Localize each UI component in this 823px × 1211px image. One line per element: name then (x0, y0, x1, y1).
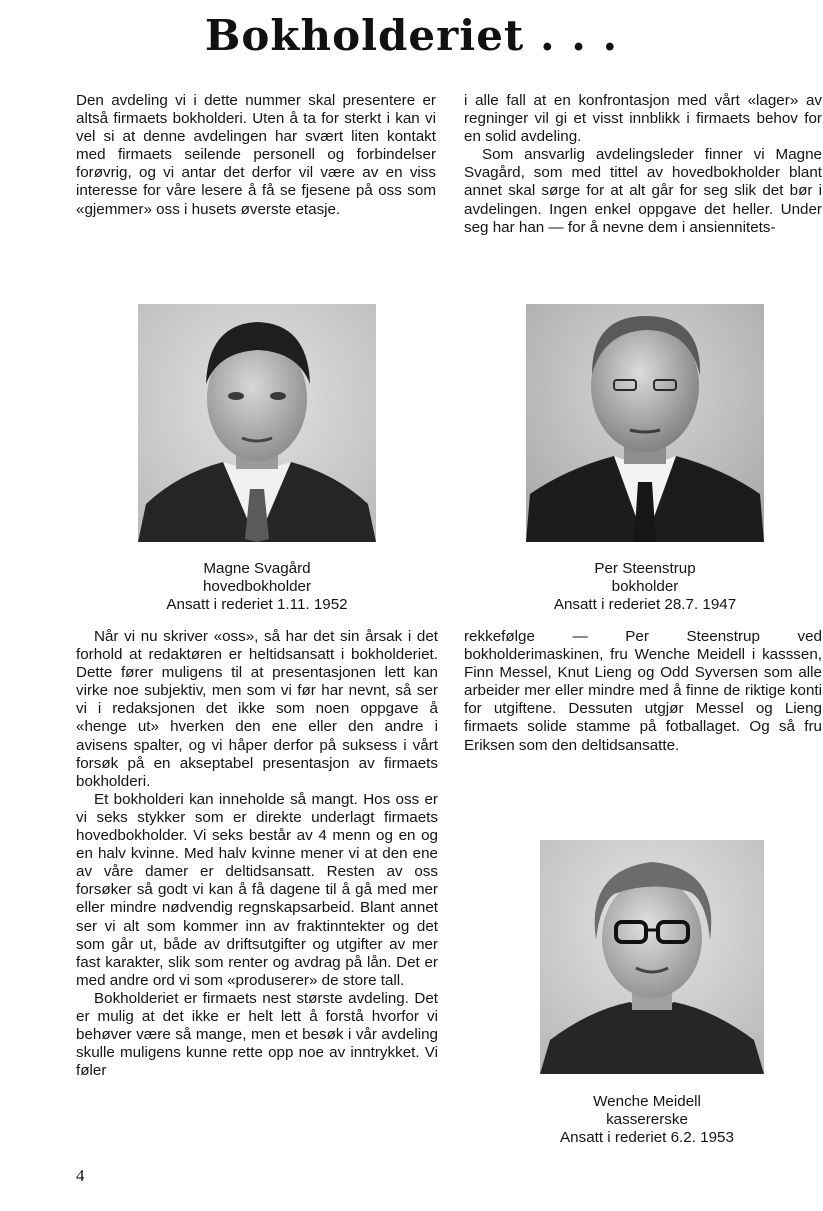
caption-employed: Ansatt i rederiet 28.7. 1947 (553, 596, 737, 613)
paragraph: rekkefølge — Per Steenstrup ved bokholderimaskinen, fru Wenche Meidell i kasssen, Finn Messel, Knut Lieng og Odd Syversen som alle arbeider mer eller mindre med å finne de riktige konti for utgiftene. Dessuten utgjør Messel og Lieng firmaets solide stamme på fotballaget. Og så fru Eriksen som den deltidsansatte. (464, 628, 822, 754)
photo-caption-per-steenstrup (498, 560, 792, 614)
paragraph: Et bokholderi kan inneholde så mangt. Hos oss er vi seks stykker som er direkte underlagt firmaets hovedbokholder. Vi seks består av 4 menn og en og en halv kvinne. Med halv kvinne mener vi at den ene av våre damer er deltidsansatt. Resten av oss forsøker så godt vi kan å få dagene til å gå med mer eller mindre nødvendig regnskapsarbeid. Blant annet ser vi alt som kommer inn av fraktinntekter og det som går ut, både av driftsutgifter og utgifter av mer fast karakter, slik som renter og avdrag på lån. Det er med andre ord vi som «produserer» de store tall. (76, 790, 438, 989)
caption-name: Per Steenstrup (594, 560, 696, 577)
caption-name: Magne Svagård (203, 560, 311, 577)
portrait-photo-per-steenstrup (526, 304, 764, 542)
text-column-2 (464, 92, 822, 237)
portrait-photo-wenche-meidell (540, 840, 764, 1074)
text-column-1 (76, 92, 436, 219)
page-number: 4 (76, 1166, 85, 1185)
text-column-3 (76, 628, 438, 1080)
caption-employed: Ansatt i rederiet 6.2. 1953 (560, 1129, 734, 1146)
caption-role: kassererske (606, 1111, 688, 1128)
paragraph: Den avdeling vi i dette nummer skal presentere er altså firmaets bokholderi. Uten å ta for sterkt i kan vi vel si at denne avdelingen har svært liten kontakt med firmaets seilende personell og forbindelser forøvrig, og vi antar det derfor vil være av en viss interesse for våre lesere å få se fjesene på oss som «gjemmer» oss i husets øverste etasje. (76, 92, 436, 218)
caption-role: hovedbokholder (202, 578, 312, 595)
photo-caption-magne-svagard (110, 560, 404, 614)
article-title: Bokholderiet . . . (204, 11, 619, 60)
paragraph: Når vi nu skriver «oss», så har det sin årsak i det forhold at redaktøren er heltidsansatt i bokholderiet. Dette fører muligens til at presentasjonen lett kan virke noe subjektiv, men som vi før har nevnt, så ser vi i redaksjonen det ikke som noen oppgave å «henge ut» hverken den ene eller den andre i avisens spalter, og vi håper derfor på suksess i vårt forsøk på en akseptabel presentasjon av firmaets bokholderi. (76, 628, 438, 790)
caption-name: Wenche Meidell (593, 1093, 701, 1110)
paragraph: Som ansvarlig avdelingsleder finner vi Magne Svagård, som med tittel av hovedbokholder blant annet skal sørge for at alt går for seg slik det bør i avdelingen. Ingen enkel oppgave det heller. Under seg har han — for å nevne dem i ansiennitets- (464, 146, 822, 236)
paragraph: i alle fall at en konfrontasjon med vårt «lager» av regninger vil gi et visst innblikk i firmaets behov for en solid avdeling. (464, 92, 822, 146)
caption-role: bokholder (611, 578, 679, 595)
photo-caption-wenche-meidell (500, 1093, 794, 1147)
caption-employed: Ansatt i rederiet 1.11. 1952 (166, 596, 348, 613)
portrait-photo-magne-svagard (138, 304, 376, 542)
text-column-4 (464, 628, 822, 755)
paragraph: Bokholderiet er firmaets nest største avdeling. Det er mulig at det ikke er helt lett å forstå hvorfor vi behøver være så mange, men et besøk i vår avdeling skulle muligens kunne rette opp noe av inntrykket. Vi føler (76, 989, 438, 1080)
